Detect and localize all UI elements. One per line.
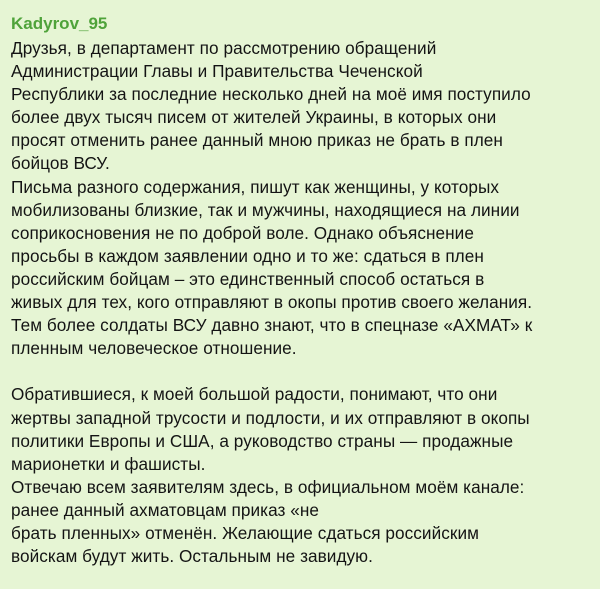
sender-name[interactable]: Kadyrov_95 bbox=[11, 14, 108, 33]
message-text: Друзья, в департамент по рассмотрению обращений Администрации Главы и Правительства Чеченской Республики за последние несколько дней на моё имя поступило более двух тысяч писем от жителей Украины, в которых они просят отменить ранее данный мною приказ не брать в плен бойцов ВСУ. Письма разного содержания, пишут как женщины, у которых мобилизованы близкие, так и мужчины, находящиеся на линии соприкосновения не по доброй воле. Однако объяснение просьбы в каждом заявлении одно и то же: сдаться в плен российским бойцам – это единственный способ остаться в живых для тех, кого отправляют в окопы против своего желания. Тем более солдаты ВСУ давно знают, что в спецназе «АХМАТ» к пленным человеческое отношение. Обратившиеся, к моей большой радости, понимают, что они жертвы западной трусости и подлости, и их отправляют в окопы политики Европы и США, а руководство страны — продажные марионетки и фашисты. Отвечаю всем заявителям здесь, в официальном моём канале: ранее данный ахматовцам приказ «не брать пленных» отменён. Желающие сдаться российским войскам будут жить. Остальным не завидую. bbox=[11, 38, 533, 567]
